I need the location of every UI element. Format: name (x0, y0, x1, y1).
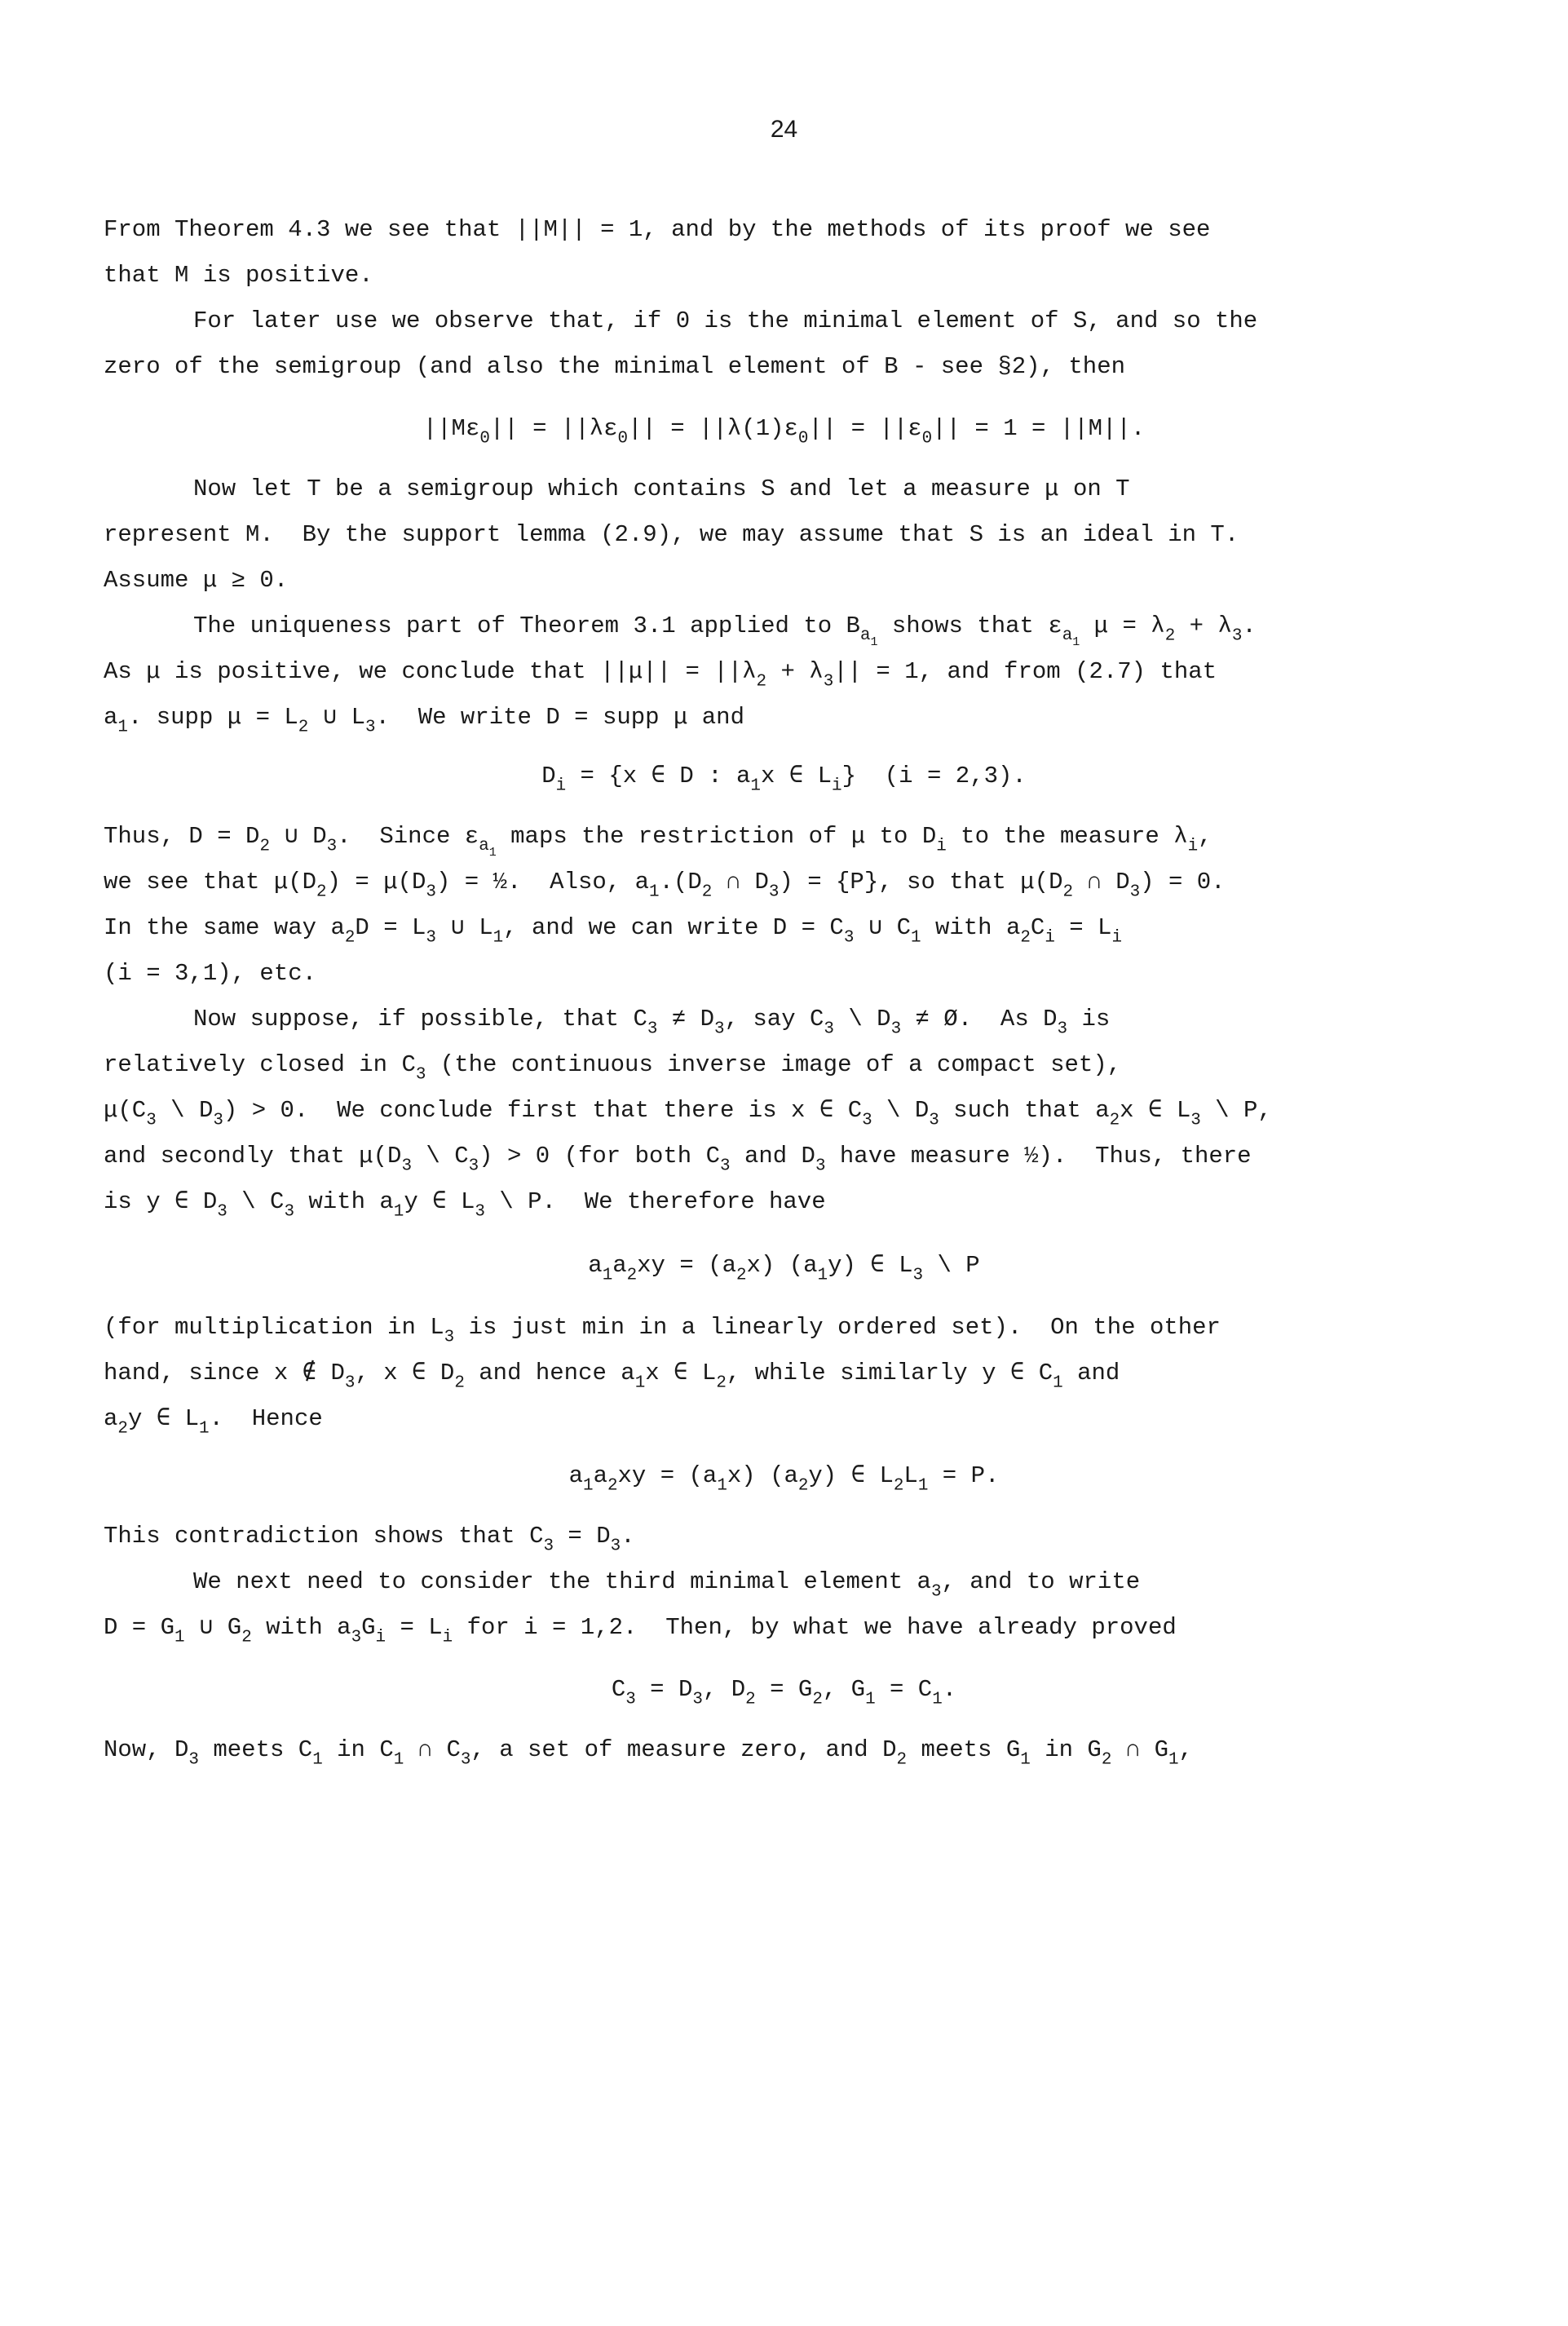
text-line: is y ∈ $D_3$ \ $C_3$ with $a_1y$ ∈ $L_3$ \ P. We therefore have (104, 1188, 826, 1222)
text-line: Now, $D_3$ meets $C_1$ in $C_1$ ∩ $C_3$, a set of measure zero, and $D_2$ meets $G_1$ in $G_2$ ∩ $G_1$, (104, 1736, 1193, 1770)
display-equation: $a_1a_2xy = (a_2x)$ $(a_1y)$ ∈ $L_3$ \ P (588, 1252, 980, 1285)
text-line: (for multiplication in $L_3$ is just min in a linearly ordered set). On the other (104, 1314, 1221, 1347)
text-line: that M is positive. (104, 262, 373, 289)
display-equation: $||M\varepsilon_0|| = ||\lambda\varepsilon_0|| = ||\lambda(1)\varepsilon_0|| = ||\varepsilon_0|| = 1 = ||M||$. (422, 415, 1146, 449)
text-line: $\mu(C_3$ \ $D_3) > 0$. We conclude first that there is x ∈ $C_3$ \ $D_3$ such that $a_2x$ ∈ $L_3$ \ P, (104, 1097, 1272, 1130)
display-equation: $D_i = \{x$ ∈ D : $a_1x$ ∈ $L_i$} (i = 2,3). (541, 763, 1027, 796)
text-line: $a_2y$ ∈ $L_1$. Hence (104, 1405, 323, 1439)
text-line: As μ is positive, we conclude that $||\mu|| = ||\lambda_2 + \lambda_3|| = 1$, and from (2.7) that (104, 658, 1217, 692)
text-line: we see that $\mu(D_2) = \mu(D_3)$ = ½. Also, $a_1.(D_2$ ∩ $D_3) = \{P\}$, so that $\mu(D_2$ ∩ $D_3) = 0$. (104, 869, 1226, 902)
text-line: (i = 3,1), etc. (104, 960, 317, 987)
text-line: We next need to consider the third minimal element $a_3$, and to write (193, 1568, 1141, 1602)
text-line: Now suppose, if possible, that $C_3 \ne D_3$, say $C_3$ \ $D_3$ ≠ Ø. As $D_3$ is (193, 1006, 1111, 1039)
text-line: This contradiction shows that $C_3 = D_3$. (104, 1523, 635, 1556)
text-line: hand, since x ∉ $D_3$, x ∈ $D_2$ and hence $a_1x$ ∈ $L_2$, while similarly y ∈ $C_1$ and (104, 1360, 1120, 1393)
text-line: From Theorem 4.3 we see that ||M|| = 1, and by the methods of its proof we see (104, 216, 1211, 243)
text-line: The uniqueness part of Theorem 3.1 applied to $B_{a_1}$ shows that $\varepsilon_{a_1}$ $\mu = \lambda_2 + \lambda_3$. (193, 612, 1257, 650)
display-equation: $C_3 = D_3$, $D_2 = G_2$, $G_1 = C_1$. (611, 1676, 957, 1709)
text-line: Now let T be a semigroup which contains S and let a measure μ on T (193, 475, 1130, 502)
text-line: $D = G_1$ ∪ $G_2$ with $a_3G_i = L_i$ for i = 1,2. Then, by what we have already proved (104, 1614, 1177, 1647)
text-line: relatively closed in $C_3$ (the continuous inverse image of a compact set), (104, 1051, 1122, 1085)
text-line: represent M. By the support lemma (2.9), we may assume that S is an ideal in T. (104, 521, 1239, 548)
page-number: 24 (770, 116, 798, 143)
display-equation: $a_1a_2xy = (a_1x)$ $(a_2y)$ ∈ $L_2L_1 = P$. (568, 1462, 1000, 1496)
text-line: zero of the semigroup (and also the minimal element of B - see §2), then (104, 353, 1126, 380)
text-line: Thus, $D = D_2$ ∪ $D_3$. Since $\varepsilon_{a_1}$ maps the restriction of μ to $D_i$ to the measure $\lambda_i$, (104, 823, 1212, 860)
text-line: Assume μ ≥ 0. (104, 567, 289, 594)
text-line: $a_1$. supp $\mu = L_2$ ∪ $L_3$. We write D = supp μ and (104, 704, 744, 737)
text-line: For later use we observe that, if 0 is the minimal element of S, and so the (193, 307, 1258, 334)
text-line: In the same way $a_2D = L_3$ ∪ $L_1$, and we can write $D = C_3$ ∪ $C_1$ with $a_2C_i = L_i$ (104, 914, 1122, 948)
text-line: and secondly that $\mu(D_3$ \ $C_3) > 0$ (for both $C_3$ and $D_3$ have measure ½). Thus, there (104, 1143, 1252, 1176)
